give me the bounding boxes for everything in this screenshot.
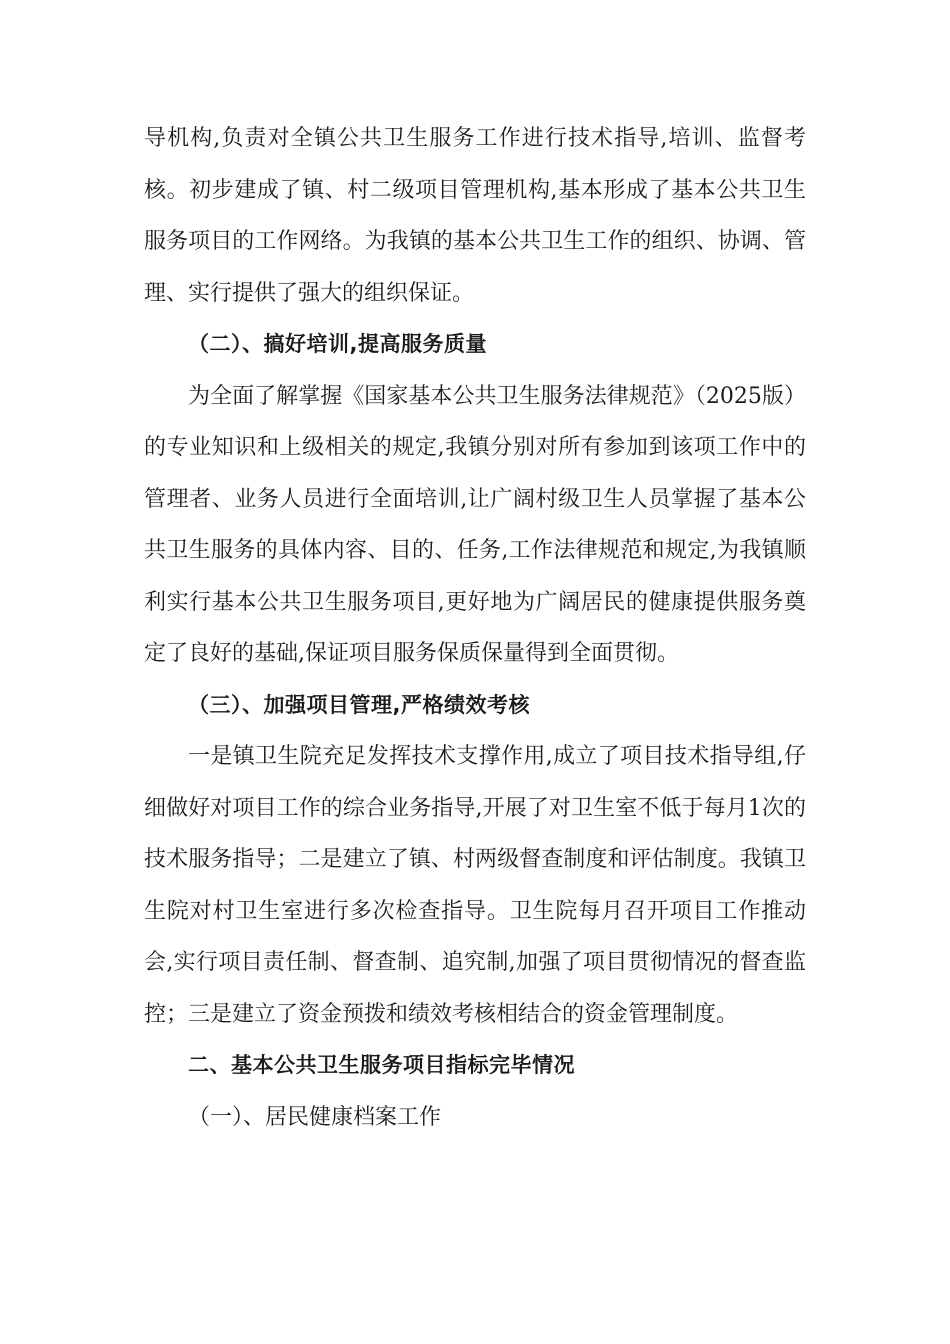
document-body — [144, 113, 806, 1143]
section-heading-indicators: 二、基本公共卫生服务项目指标完毕情况 — [188, 1053, 575, 1077]
paragraph-organization: 导机构,负责对全镇公共卫生服务工作进行技术指导,培训、监督考核。初步建成了镇、村二级项目管理机构,基本形成了基本公共卫生服务项目的工作网络。为我镇的基本公共卫生工作的组织、协调、管理、实行提供了强大的组织保证。 — [144, 126, 806, 306]
section-heading-management: （三）、加强项目管理,严格绩效考核 — [188, 692, 530, 717]
paragraph-training: 为全面了解掌握《国家基本公共卫生服务法律规范》（2025版）的专业知识和上级相关的规定,我镇分别对所有参加到该项工作中的管理者、业务人员进行全面培训,让广阔村级卫生人员掌握了基本公共卫生服务的具体内容、目的、任务,工作法律规范和规定,为我镇顺利实行基本公共卫生服务项目,更好地为广阔居民的健康提供服务奠定了良好的基础,保证项目服务保质保量得到全面贯彻。 — [144, 383, 806, 666]
paragraph-management: 一是镇卫生院充足发挥技术支撑作用,成立了项目技术指导组,仔细做好对项目工作的综合业务指导,开展了对卫生室不低于每月1次的技术服务指导；二是建立了镇、村两级督查制度和评估制度。我镇卫生院对村卫生室进行多次检查指导。卫生院每月召开项目工作推动会,实行项目责任制、督查制、追究制,加强了项目贯彻情况的督查监控；三是建立了资金预拨和绩效考核相结合的资金管理制度。 — [144, 744, 806, 1027]
subsection-heading-health-records: （一）、居民健康档案工作 — [188, 1104, 442, 1130]
section-heading-training: （二）、搞好培训,提高服务质量 — [188, 332, 487, 356]
